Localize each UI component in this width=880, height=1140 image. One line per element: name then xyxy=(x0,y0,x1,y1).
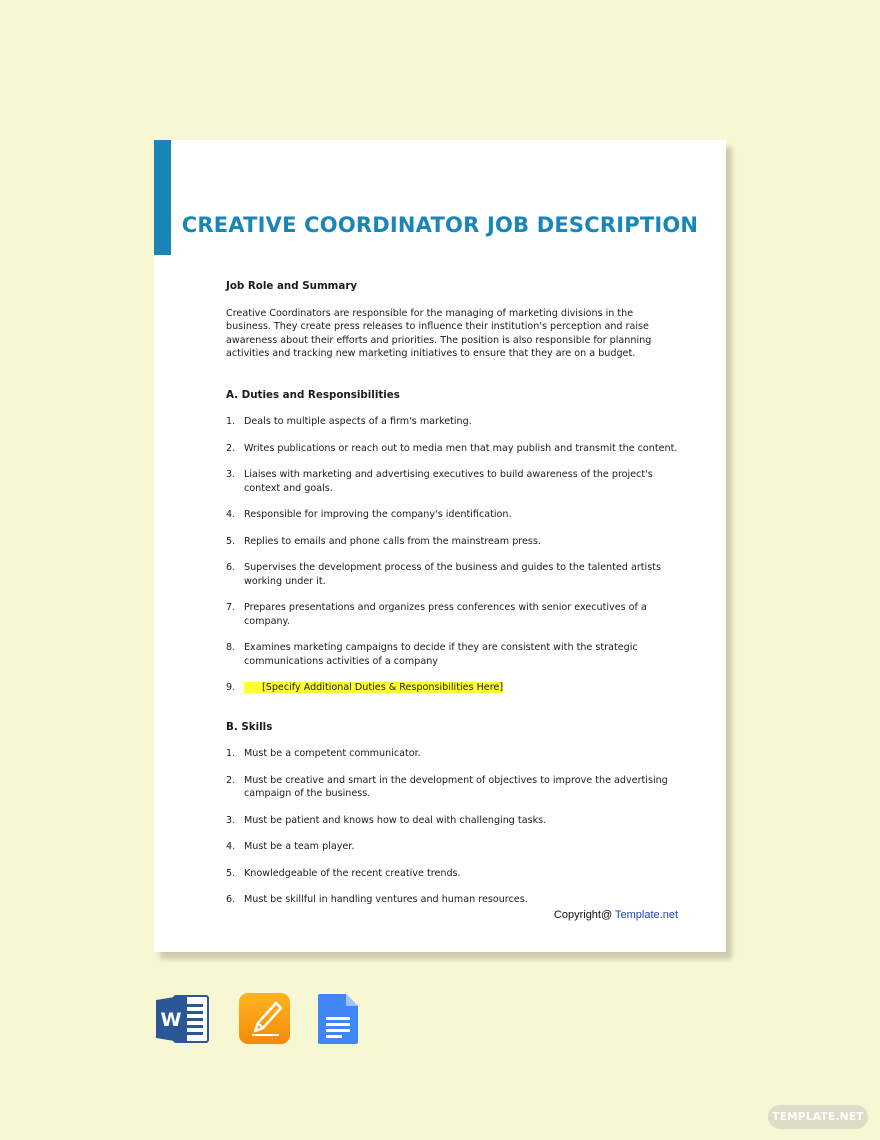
document-page xyxy=(154,140,726,952)
item-text: Examines marketing campaigns to decide if they are consistent with the strategic communications activities of a company xyxy=(244,642,638,667)
item-text: Deals to multiple aspects of a firm's marketing. xyxy=(244,416,472,427)
document-content xyxy=(226,280,681,920)
item-number: 2. xyxy=(226,442,236,454)
item-number: 4. xyxy=(226,509,236,520)
skill-item xyxy=(226,774,681,801)
duty-item xyxy=(226,468,681,495)
item-text: [Specify Additional Duties & Responsibilities Here] xyxy=(262,682,504,693)
copyright-link[interactable]: Template.net xyxy=(615,909,678,921)
item-number: 9. xyxy=(226,682,236,693)
item-number: 1. xyxy=(226,416,236,427)
item-text: Supervises the development process of the business and guides to the talented artists working under it. xyxy=(244,562,661,587)
item-text: Writes publications or reach out to media men that may publish and transmit the content. xyxy=(244,442,678,454)
skill-item xyxy=(226,747,681,761)
google-docs-icon[interactable] xyxy=(316,993,370,1045)
item-text: Must be a team player. xyxy=(244,841,355,852)
duty-item xyxy=(226,508,681,522)
pages-icon[interactable] xyxy=(238,993,292,1045)
item-number: 4. xyxy=(226,841,236,852)
item-text: Must be patient and knows how to deal with challenging tasks. xyxy=(244,814,547,826)
duty-item-placeholder xyxy=(226,681,681,695)
summary-heading: Job Role and Summary xyxy=(226,280,358,292)
item-number: 6. xyxy=(226,894,236,905)
copyright-prefix: Copyright@ xyxy=(553,909,616,921)
item-text: Must be creative and smart in the development of objectives to improve the advertising campaign of the business. xyxy=(244,774,668,799)
skill-item xyxy=(226,814,681,828)
item-number: 5. xyxy=(226,535,236,547)
duty-item xyxy=(226,442,681,456)
item-text: Liaises with marketing and advertising executives to build awareness of the project's context and goals. xyxy=(244,469,653,494)
item-number: 5. xyxy=(226,867,236,879)
summary-text: Creative Coordinators are responsible for the managing of marketing divisions in the business. They create press releases to influence their institution's perception and raise awareness about their efforts and priorities. The position is also responsible for planning activities and tracking new marketing initiatives to ensure that they are on a budget. xyxy=(226,307,652,359)
item-number: 8. xyxy=(226,642,236,653)
item-number: 2. xyxy=(226,774,236,786)
duty-item xyxy=(226,535,681,549)
duty-item xyxy=(226,415,681,429)
accent-bar xyxy=(154,140,171,255)
item-number: 7. xyxy=(226,602,236,613)
duties-heading: A. Duties and Responsibilities xyxy=(226,388,400,401)
document-title: CREATIVE COORDINATOR JOB DESCRIPTION xyxy=(181,213,699,237)
item-text: Responsible for improving the company's identification. xyxy=(244,509,512,520)
item-text: Must be skillful in handling ventures and human resources. xyxy=(244,894,528,905)
svg-text:W: W xyxy=(160,1009,182,1031)
item-number: 3. xyxy=(226,814,236,826)
template-net-watermark: TEMPLATE.NET xyxy=(768,1105,868,1129)
item-text: Must be a competent communicator. xyxy=(244,748,421,759)
item-number: 3. xyxy=(226,469,236,480)
item-number: 6. xyxy=(226,562,236,573)
duties-list xyxy=(226,415,681,695)
duty-item xyxy=(226,601,681,628)
item-text: Knowledgeable of the recent creative trends. xyxy=(244,867,461,879)
skill-item xyxy=(226,867,681,881)
word-icon[interactable] xyxy=(156,993,210,1045)
skill-item xyxy=(226,840,681,854)
placeholder-highlight xyxy=(226,682,504,693)
duty-item xyxy=(226,561,681,588)
copyright-notice xyxy=(554,909,678,921)
item-number: 1. xyxy=(226,748,236,759)
skills-heading: B. Skills xyxy=(226,720,273,733)
item-text: Replies to emails and phone calls from the mainstream press. xyxy=(244,535,541,547)
item-text: Prepares presentations and organizes press conferences with senior executives of a company. xyxy=(244,602,647,627)
duty-item xyxy=(226,641,681,668)
skills-list xyxy=(226,747,681,907)
skill-item xyxy=(226,893,681,907)
